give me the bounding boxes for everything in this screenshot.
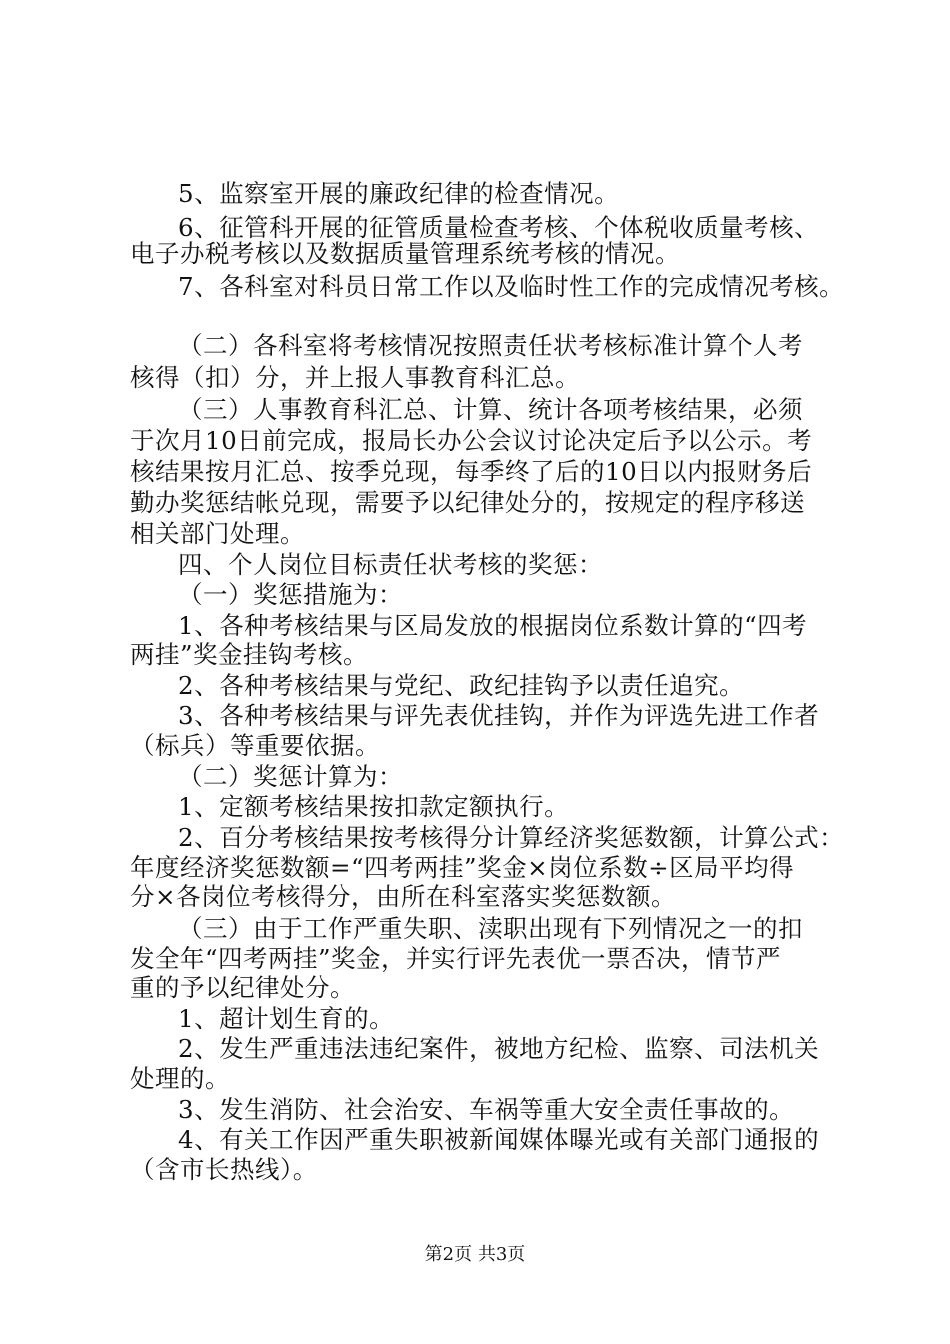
text-line: （二）各科室将考核情况按照责任状考核标准计算个人考 — [178, 331, 803, 360]
text-line: 1、定额考核结果按扣款定额执行。 — [178, 792, 570, 821]
text-line: （含市长热线）。 — [130, 1155, 318, 1184]
text-line: 2、发生严重违法违纪案件，被地方纪检、监察、司法机关 — [178, 1034, 820, 1063]
text-line: （三）人事教育科汇总、计算、统计各项考核结果，必须 — [178, 395, 803, 424]
text-line: 1、各种考核结果与区局发放的根据岗位系数计算的“四考 — [178, 611, 808, 640]
text-line: 分×各岗位考核得分，由所在科室落实奖惩数额。 — [130, 882, 677, 911]
text-line: 6、征管科开展的征管质量检查考核、个体税收质量考核、 — [178, 213, 820, 242]
text-line: 电子办税考核以及数据质量管理系统考核的情况。 — [130, 239, 680, 268]
text-line: 发全年“四考两挂”奖金，并实行评先表优一票否决，情节严 — [130, 944, 782, 973]
text-line: 核结果按月汇总、按季兑现，每季终了后的10日以内报财务后 — [130, 457, 813, 486]
subsection-heading: （三）由于工作严重失职、渎职出现有下列情况之一的扣 — [178, 914, 803, 943]
text-line: 勤办奖惩结帐兑现，需要予以纪律处分的，按规定的程序移送 — [130, 488, 805, 517]
text-line: 年度经济奖惩数额=“四考两挂”奖金×岗位系数÷区局平均得 — [130, 853, 795, 882]
text-line: 两挂”奖金挂钩考核。 — [130, 640, 369, 669]
text-line: 于次月10日前完成，报局长办公会议讨论决定后予以公示。考 — [130, 426, 813, 455]
text-line: 2、各种考核结果与党纪、政纪挂钩予以责任追究。 — [178, 671, 745, 700]
subsection-heading: （二）奖惩计算为： — [178, 762, 403, 791]
text-line: 相关部门处理。 — [130, 519, 305, 548]
text-line: 核得（扣）分，并上报人事教育科汇总。 — [130, 363, 580, 392]
text-line: 处理的。 — [130, 1064, 230, 1093]
text-line: 1、超计划生育的。 — [178, 1004, 395, 1033]
text-line: 3、发生消防、社会治安、车祸等重大安全责任事故的。 — [178, 1095, 795, 1124]
subsection-heading: （一）奖惩措施为： — [178, 580, 403, 609]
text-line: （标兵）等重要依据。 — [130, 731, 380, 760]
text-line: 2、百分考核结果按考核得分计算经济奖惩数额，计算公式： — [178, 823, 845, 852]
text-line: 7、各科室对科员日常工作以及临时性工作的完成情况考核。 — [178, 272, 845, 301]
text-line: 4、有关工作因严重失职被新闻媒体曝光或有关部门通报的 — [178, 1125, 820, 1154]
text-line: 5、监察室开展的廉政纪律的检查情况。 — [178, 179, 620, 208]
text-line: 3、各种考核结果与评先表优挂钩，并作为评选先进工作者 — [178, 701, 820, 730]
page-number-footer: 第2页 共3页 — [424, 1244, 526, 1265]
text-line: 重的予以纪律处分。 — [130, 973, 355, 1002]
section-heading: 四、个人岗位目标责任状考核的奖惩： — [178, 550, 603, 579]
